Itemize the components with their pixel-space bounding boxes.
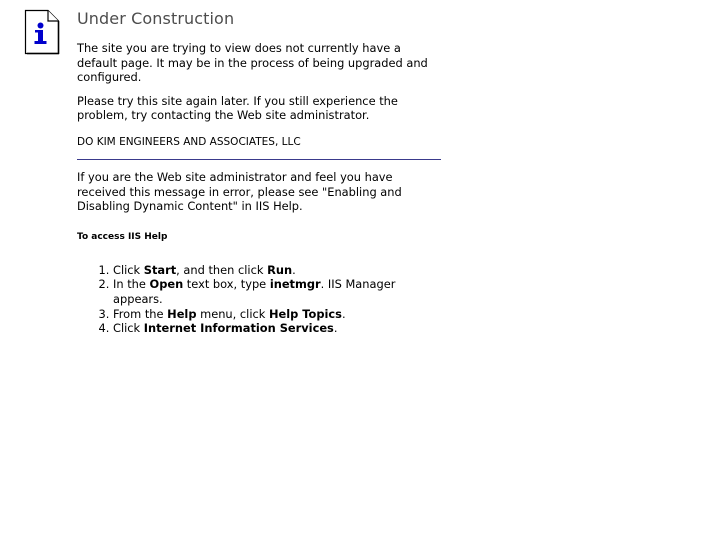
admin-note-paragraph: If you are the Web site administrator and feel you have received this message in error, please see "Enabling and Disabling Dynamic Content" in IIS Help. <box>77 169 402 214</box>
help-heading: To access IIS Help <box>77 231 168 242</box>
help-steps-list <box>77 263 442 336</box>
list-item: 2. In the Open text box, type inetmgr. IIS Manager appears. <box>113 277 442 306</box>
list-item: 4. Click Internet Information Services. <box>113 321 442 336</box>
divider <box>77 159 441 160</box>
company-name: DO KIM ENGINEERS AND ASSOCIATES, LLC <box>77 135 301 148</box>
retry-paragraph: Please try this site again later. If you still experience the problem, try contacting the Web site administrator. <box>77 93 398 123</box>
main-content <box>77 8 442 336</box>
list-item: 3. From the Help menu, click Help Topics. <box>113 307 442 322</box>
intro-paragraph: The site you are trying to view does not currently have a default page. It may be in the process of being upgraded and configured. <box>77 41 428 85</box>
page-title: Under Construction <box>77 9 235 28</box>
info-document-icon <box>24 9 60 55</box>
list-item: 1. Click Start, and then click Run. <box>113 263 442 278</box>
